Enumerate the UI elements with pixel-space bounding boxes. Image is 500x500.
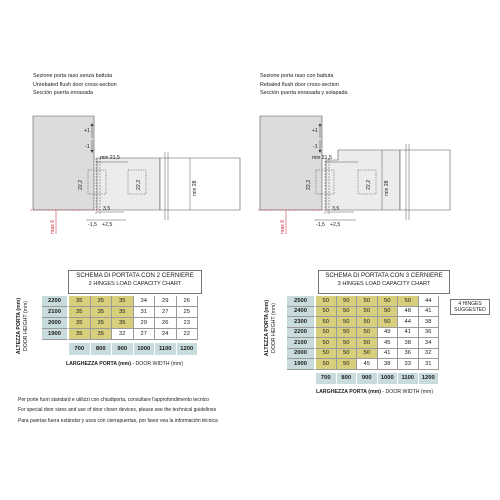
chart3-value-cell: 50	[316, 349, 337, 360]
chart3-column-header: 900	[357, 373, 378, 385]
chart2-value-cell: 29	[134, 318, 156, 329]
unrebated-door-cross-section	[0, 110, 250, 240]
chart3-value-cell: 50	[316, 307, 337, 318]
chart3-value-cell: 48	[398, 307, 419, 318]
chart3-value-cell: 38	[398, 338, 419, 349]
chart3-value-cell: 41	[398, 328, 419, 339]
chart3-column-header: 700	[316, 373, 337, 385]
chart2-value-cell: 35	[69, 307, 91, 318]
chart3-value-cell: 50	[337, 328, 358, 339]
chart3-row-header: 2000	[287, 349, 316, 360]
chart3-row-header: 2200	[287, 328, 316, 339]
left-dim-222-b: 22,2	[136, 179, 142, 190]
right-dim-222-b: 22,2	[366, 179, 372, 190]
chart3-value-cell: 32	[419, 349, 440, 360]
chart3-value-cell: 33	[398, 359, 419, 370]
right-section-caption	[260, 72, 348, 98]
chart3-title: SCHEMA DI PORTATA CON 3 CERNIERE	[325, 272, 443, 279]
chart3-value-cell: 36	[419, 328, 440, 339]
chart3-row-header: 2300	[287, 317, 316, 328]
left-dim-min215: min 21,5	[100, 155, 120, 161]
chart2-title: SCHEMA DI PORTATA CON 2 CERNIERE	[76, 272, 194, 279]
chart2-column-header: 1000	[134, 343, 156, 355]
chart3-value-cell: 44	[419, 296, 440, 307]
left-dim-p25: +2,5	[102, 222, 113, 228]
chart2-value-cell: 22	[177, 329, 199, 340]
chart3-title-box	[318, 270, 450, 294]
right-caption-en: Rebated flush door cross-section	[260, 81, 339, 88]
left-dim-plus1: +1	[84, 128, 90, 134]
footer-note-es: Para puertas fuera estándar y usos con cierrapuertas, por favor vea la información técnica	[18, 417, 218, 424]
chart2-title-box	[68, 270, 202, 294]
chart3-value-cell: 50	[316, 317, 337, 328]
chart3-value-cell: 50	[337, 359, 358, 370]
right-dim-minus1: -1	[313, 144, 318, 150]
chart2-column-header: 700	[69, 343, 91, 355]
chart2-value-cell: 24	[155, 329, 177, 340]
chart2-value-cell: 27	[134, 329, 156, 340]
chart3-value-cell: 50	[378, 307, 399, 318]
chart3-value-cell: 31	[419, 359, 440, 370]
right-dim-222-a: 22,2	[306, 179, 312, 190]
chart3-value-cell: 50	[357, 296, 378, 307]
left-dim-max6: max 6	[50, 219, 56, 234]
chart3-value-cell: 50	[357, 349, 378, 360]
chart3-value-cell: 50	[398, 296, 419, 307]
chart3-value-cell: 38	[419, 317, 440, 328]
chart3-value-cell: 41	[419, 307, 440, 318]
chart2-row-header: 2000	[42, 318, 69, 329]
left-dim-35: 3,5	[103, 206, 111, 212]
footer-notes	[18, 395, 218, 426]
left-dim-min28: min 28	[192, 180, 198, 196]
footer-note-it: Per porte fuori standard e utilizzi con chiudiporta, consultare l'approfondimento tecnico	[18, 397, 210, 403]
right-dim-min215: min 21,5	[312, 155, 332, 161]
chart3-value-cell: 50	[337, 307, 358, 318]
chart2-value-cell: 35	[69, 318, 91, 329]
chart3-value-cell: 50	[316, 328, 337, 339]
chart2-value-cell: 35	[91, 307, 113, 318]
chart3-value-cell: 50	[337, 338, 358, 349]
chart3-xlabel: LARGHEZZA PORTA (mm) - DOOR WIDTH (mm)	[316, 389, 434, 395]
chart3-value-cell: 50	[357, 307, 378, 318]
chart3-ylabel: ALTEZZA PORTA (mm) DOOR HEIGHT (mm)	[264, 299, 277, 357]
chart2-subtitle: 2 HINGES LOAD CAPACITY CHART	[88, 281, 182, 287]
rebated-door-cross-section	[250, 110, 500, 240]
chart3-column-header: 1100	[398, 373, 419, 385]
chart2-value-cell: 35	[91, 296, 113, 307]
chart2-ylabel: ALTEZZA PORTA (mm) DOOR HEIGHT (mm)	[16, 297, 29, 355]
right-caption-es: Sección puerta enrasada y solapada	[260, 90, 348, 97]
chart3-subtitle: 3 HINGES LOAD CAPACITY CHART	[337, 281, 431, 287]
chart3-value-cell: 49	[378, 328, 399, 339]
chart2-column-header: 900	[112, 343, 134, 355]
chart2-value-cell: 29	[155, 296, 177, 307]
chart2-value-cell: 35	[91, 329, 113, 340]
chart3-value-cell: 44	[398, 317, 419, 328]
right-dim-35: 3,5	[332, 206, 340, 212]
chart3-row-header: 2500	[287, 296, 316, 307]
chart2-column-header: 1100	[155, 343, 177, 355]
left-section-caption	[33, 72, 117, 98]
chart2-value-cell: 35	[112, 307, 134, 318]
chart3-value-cell: 50	[316, 296, 337, 307]
left-caption-es: Sección puerta enrasada	[33, 90, 93, 97]
chart2-value-cell: 23	[177, 318, 199, 329]
chart2-value-cell: 32	[112, 329, 134, 340]
chart3-value-cell: 50	[378, 296, 399, 307]
chart3-value-cell: 50	[337, 349, 358, 360]
footer-note-en: For special door sizes and use of door closer devices, please see the technical guidelines	[18, 407, 217, 414]
chart3-column-header: 1000	[378, 373, 399, 385]
chart2-value-cell: 35	[91, 318, 113, 329]
left-dim-m15: -1,5	[88, 222, 97, 228]
chart2-value-cell: 27	[155, 307, 177, 318]
right-caption-it: Sezione porta raso con battuta	[260, 73, 334, 79]
chart2-row-header: 2100	[42, 307, 69, 318]
chart3-value-cell: 50	[337, 296, 358, 307]
chart2-value-cell: 26	[155, 318, 177, 329]
chart3-value-cell: 50	[357, 328, 378, 339]
chart3-value-cell: 50	[357, 317, 378, 328]
chart2-value-cell: 35	[112, 318, 134, 329]
chart2-xlabel: LARGHEZZA PORTA (mm) - DOOR WIDTH (mm)	[66, 361, 184, 367]
chart2-value-cell: 31	[134, 307, 156, 318]
chart2-value-cell: 26	[177, 296, 199, 307]
chart3-row-header: 2400	[287, 307, 316, 318]
chart2-value-cell: 35	[112, 296, 134, 307]
four-hinges-suggested-note: 4 HINGES SUGGESTED	[450, 299, 490, 315]
chart3-value-cell: 38	[378, 359, 399, 370]
chart2-value-cell: 34	[134, 296, 156, 307]
chart2-row-header: 1900	[42, 329, 69, 340]
chart3-value-cell: 36	[398, 349, 419, 360]
chart3-value-cell: 41	[378, 349, 399, 360]
chart3-value-cell: 50	[316, 338, 337, 349]
left-dim-222-a: 22,2	[78, 179, 84, 190]
chart2-value-cell: 25	[177, 307, 199, 318]
left-caption-en: Unrebated flush door cross-section	[33, 81, 117, 88]
chart2-value-cell: 35	[69, 329, 91, 340]
right-dim-max6: max 6	[280, 219, 286, 234]
chart3-column-header: 800	[337, 373, 358, 385]
chart3-value-cell: 50	[316, 359, 337, 370]
chart2-value-cell: 35	[69, 296, 91, 307]
right-dim-min28: min 28	[384, 180, 390, 196]
chart3-value-cell: 34	[419, 338, 440, 349]
chart2-column-header: 1200	[177, 343, 199, 355]
chart3-row-header: 2100	[287, 338, 316, 349]
left-caption-it: Sezione porta raso senza battuta	[33, 73, 113, 79]
chart2-column-header: 800	[91, 343, 113, 355]
chart3-row-header: 1900	[287, 359, 316, 370]
chart3-value-cell: 50	[378, 317, 399, 328]
right-dim-plus1: +1	[312, 128, 318, 134]
chart3-column-header: 1200	[419, 373, 440, 385]
chart2-row-header: 2200	[42, 296, 69, 307]
chart3-value-cell: 50	[337, 317, 358, 328]
chart3-value-cell: 50	[357, 338, 378, 349]
chart3-value-cell: 45	[357, 359, 378, 370]
left-dim-minus1: -1	[85, 144, 90, 150]
chart3-value-cell: 45	[378, 338, 399, 349]
right-dim-p25: +2,5	[330, 222, 341, 228]
right-dim-m15: -1,5	[316, 222, 325, 228]
